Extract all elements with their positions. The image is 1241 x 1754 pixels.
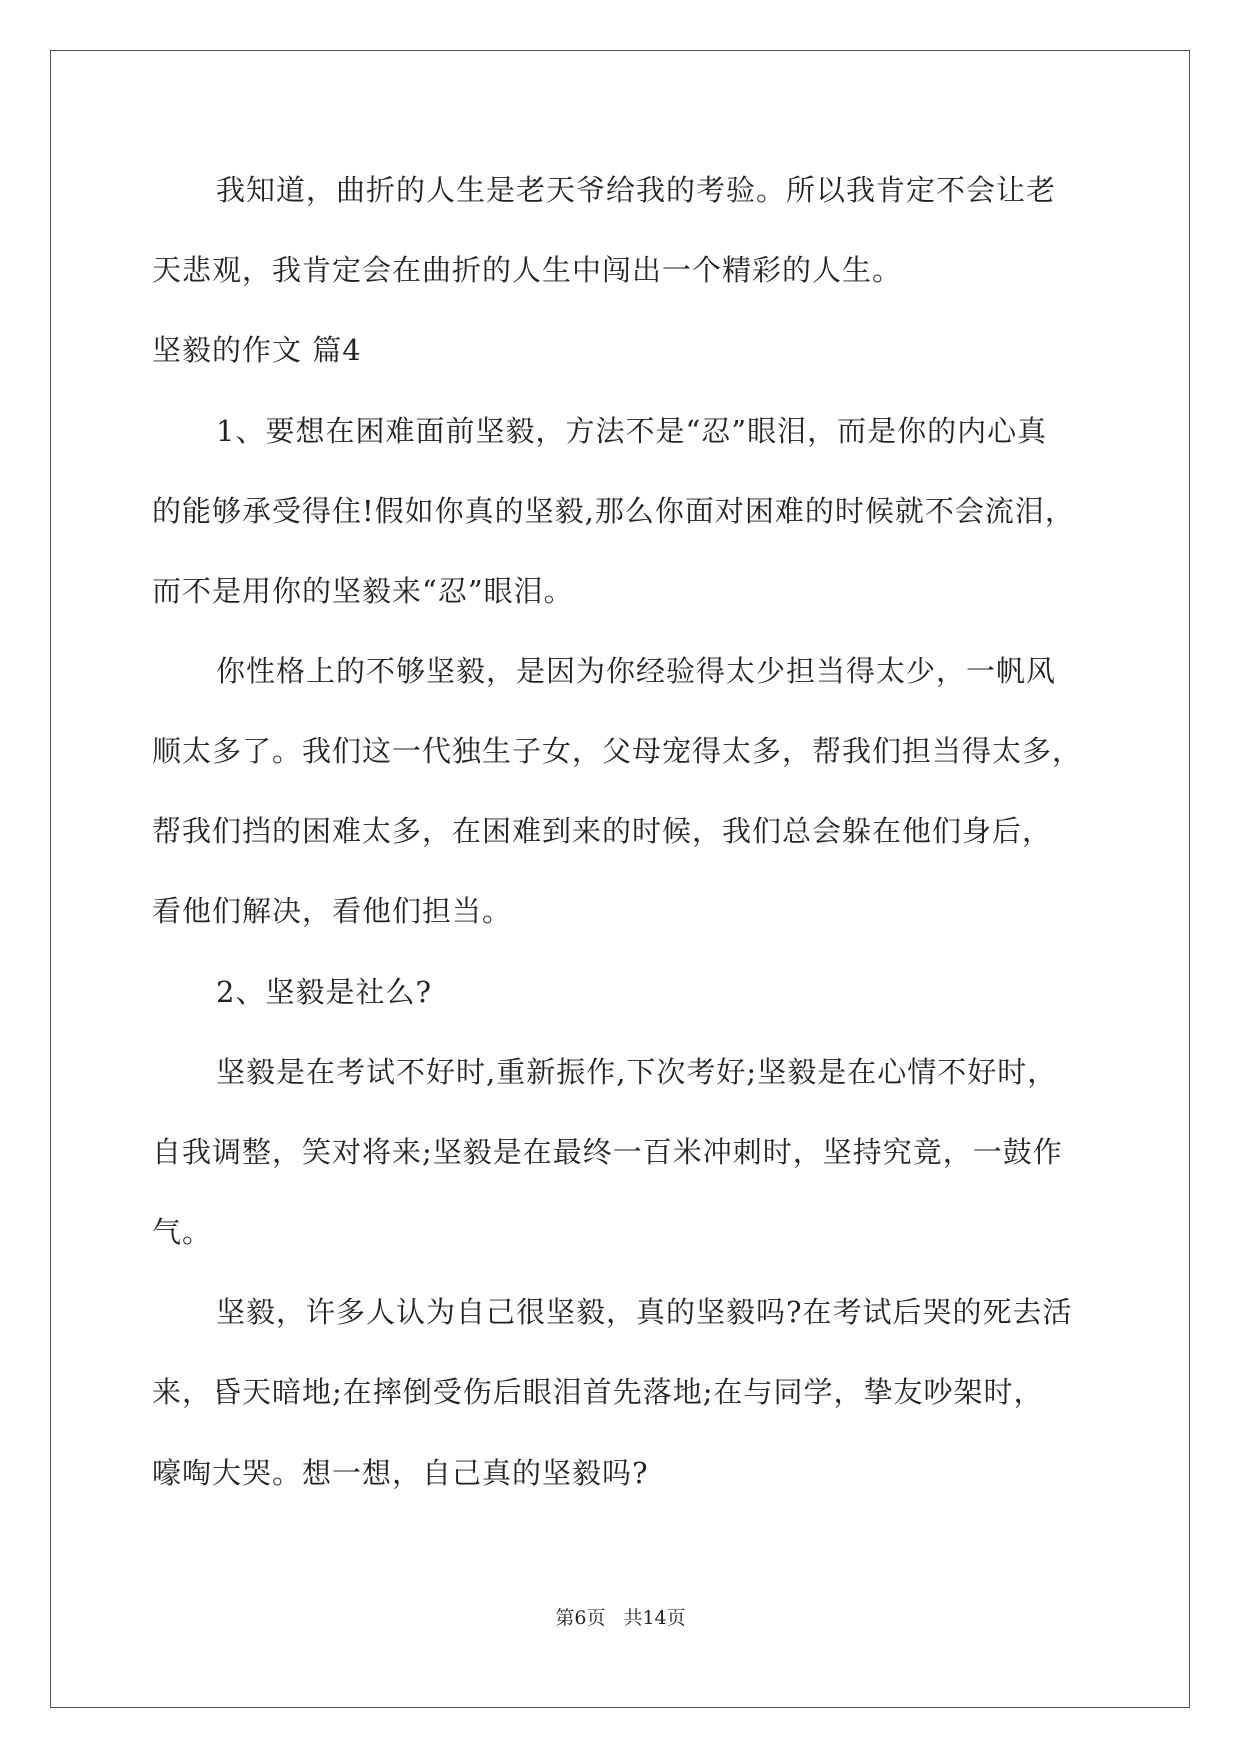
paragraph-line: 顺太多了。我们这一代独生子女，父母宠得太多，帮我们担当得太多， (152, 734, 1083, 768)
paragraph-line: 的能够承受得住!假如你真的坚毅,那么你面对困难的时候就不会流泪， (152, 494, 1075, 528)
paragraph-line: 坚毅是在考试不好时,重新振作,下次考好;坚毅是在心情不好时， (216, 1055, 1058, 1089)
paragraph-line: 嚎啕大哭。想一想，自己真的坚毅吗? (152, 1456, 649, 1490)
paragraph-line: 1、要想在困难面前坚毅，方法不是“忍”眼泪，而是你的内心真 (216, 414, 1048, 448)
paragraph-line: 2、坚毅是社么? (216, 975, 432, 1009)
page-number: 第6页 (555, 1607, 606, 1629)
page-footer (0, 1606, 1241, 1630)
page-total: 共14页 (623, 1607, 686, 1629)
paragraph-line: 气。 (152, 1215, 213, 1249)
paragraph-line: 帮我们挡的困难太多，在困难到来的时候，我们总会躲在他们身后， (152, 814, 1053, 848)
paragraph-line: 来，昏天暗地;在摔倒受伤后眼泪首先落地;在与同学，挚友吵架时， (152, 1375, 1044, 1409)
paragraph-line: 你性格上的不够坚毅，是因为你经验得太少担当得太少，一帆风 (216, 654, 1057, 688)
section-heading: 坚毅的作文 篇4 (152, 333, 362, 367)
paragraph-line: 天悲观，我肯定会在曲折的人生中闯出一个精彩的人生。 (152, 253, 903, 287)
paragraph-line: 自我调整，笑对将来;坚毅是在最终一百米冲刺时，坚持究竟，一鼓作 (152, 1135, 1063, 1169)
paragraph-line: 看他们解决，看他们担当。 (152, 894, 513, 928)
paragraph-line: 坚毅，许多人认为自己很坚毅，真的坚毅吗?在考试后哭的死去活 (216, 1295, 1073, 1329)
paragraph-line: 我知道，曲折的人生是老天爷给我的考验。所以我肯定不会让老 (216, 173, 1057, 207)
paragraph-line: 而不是用你的坚毅来“忍”眼泪。 (152, 574, 574, 608)
